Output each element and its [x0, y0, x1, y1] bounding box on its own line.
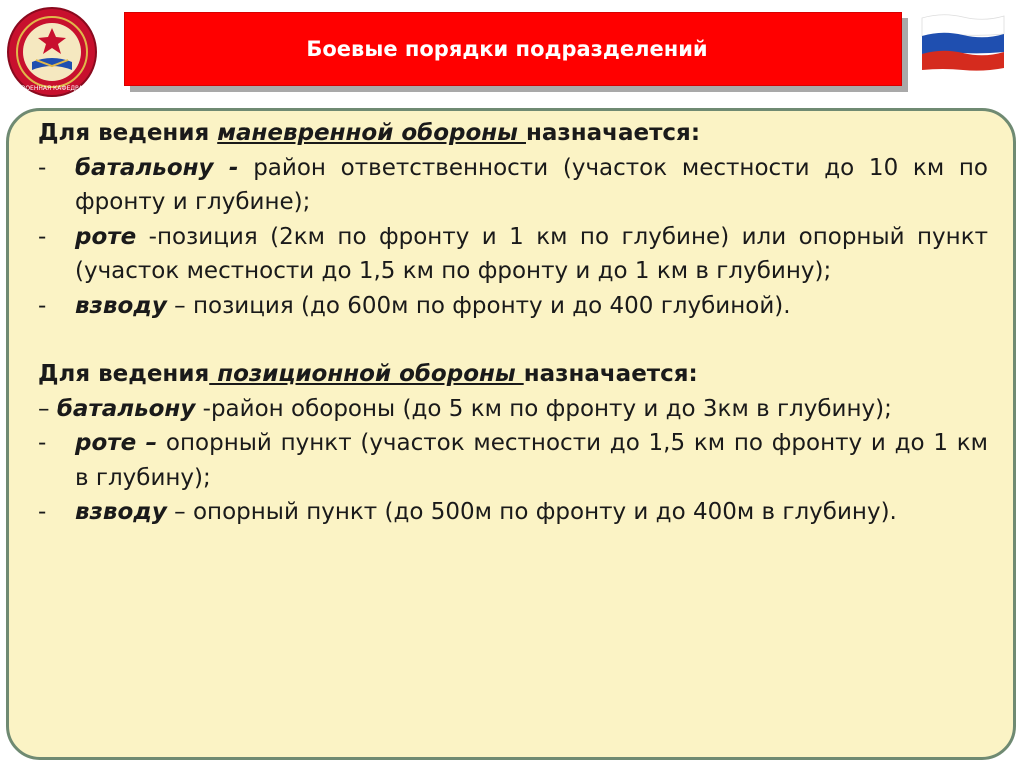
svg-text:ВОЕННАЯ КАФЕДРА: ВОЕННАЯ КАФЕДРА [21, 85, 83, 92]
section-heading: Для ведения маневренной обороны назначается: [38, 120, 701, 146]
slide-title: Боевые порядки подразделений [306, 37, 708, 61]
list-item: - взводу – позиция (до 600м по фронту и до 400 глубиной). [38, 292, 791, 319]
list-item: – батальону -район обороны (до 5 км по фронту и до 3км в глубину); [38, 395, 892, 422]
list-item: - батальону - район ответственности (участок местности до 10 км по фронту и глубине); [38, 154, 989, 215]
content-text [38, 116, 988, 530]
list-item: - роте – опорный пункт (участок местности до 1,5 км по фронту и до 1 км в глубину); [38, 430, 988, 491]
emblem-logo [6, 6, 98, 98]
list-item: - взводу – опорный пункт (до 500м по фронту и до 400м в глубину). [38, 499, 897, 525]
russian-flag-icon [920, 12, 1006, 72]
section-heading: Для ведения позиционной обороны назначается: [38, 361, 698, 387]
list-item: - роте -позиция (2км по фронту и 1 км по глубине) или опорный пункт (участок местности до 1,5 км по фронту и до 1 км в глубину); [38, 223, 988, 284]
title-banner [124, 12, 902, 86]
